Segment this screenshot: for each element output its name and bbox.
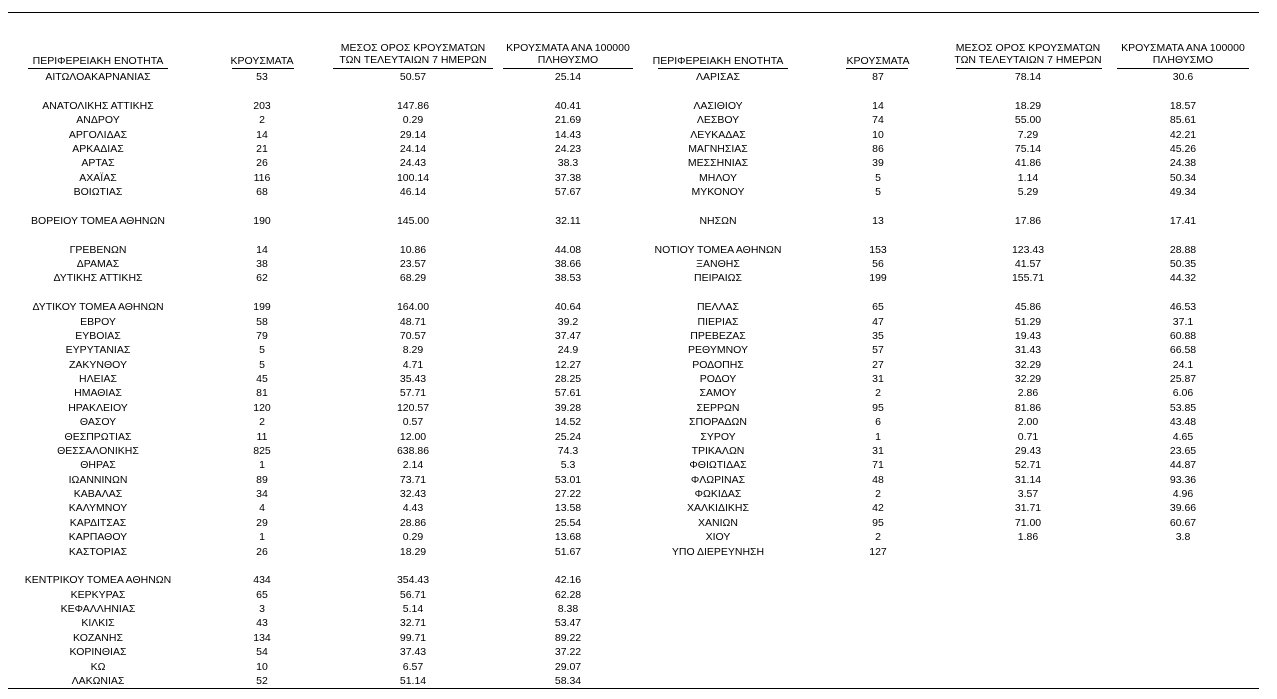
avg-7day-value: 0.71	[1017, 430, 1039, 443]
avg-7day-value: 31.43	[1014, 344, 1042, 357]
avg-7day-value: 41.86	[1014, 157, 1042, 170]
region-name: ΞΑΝΘΗΣ	[696, 257, 740, 270]
rate-per-100k-value: 38.3	[557, 157, 579, 170]
avg-7day-value: 120.57	[396, 401, 430, 414]
avg-7day-value: 155.71	[1011, 272, 1045, 285]
rate-per-100k-value: 85.61	[1169, 114, 1197, 127]
region-name: ΧΙΟΥ	[705, 531, 731, 544]
cases-value: 6	[875, 416, 881, 429]
rate-per-100k-value: 14.52	[554, 416, 582, 429]
rate-per-100k-value: 25.14	[554, 71, 582, 83]
cases-value: 39	[872, 157, 884, 170]
rate-per-100k-value: 25.24	[554, 430, 582, 443]
cases-value: 134	[253, 631, 271, 644]
header-underline	[846, 68, 908, 69]
region-name: ΕΒΡΟΥ	[80, 315, 116, 328]
rate-per-100k-value: 74.3	[557, 444, 579, 457]
avg-7day-value: 28.86	[399, 516, 427, 529]
rate-per-100k-value: 24.1	[1172, 358, 1194, 371]
avg-7day-value: 78.14	[1014, 71, 1042, 83]
avg-7day-value: 41.57	[1014, 257, 1042, 270]
header-rate-left	[493, 42, 643, 66]
rate-per-100k-value: 42.16	[554, 574, 582, 587]
avg-7day-value: 638.86	[396, 444, 430, 457]
cases-value: 48	[872, 473, 884, 486]
cases-value: 2	[259, 416, 265, 429]
rate-per-100k-value: 24.9	[557, 344, 579, 357]
cases-value: 1	[259, 531, 265, 544]
cases-value: 65	[256, 588, 268, 601]
region-name: ΜΕΣΣΗΝΙΑΣ	[687, 157, 749, 170]
cases-value: 53	[256, 71, 268, 83]
avg-7day-value: 123.43	[1011, 243, 1045, 256]
cases-value: 62	[256, 272, 268, 285]
header-cases-right: ΚΡΟΥΣΜΑΤΑ	[846, 55, 910, 67]
avg-7day-value: 7.29	[1017, 128, 1039, 141]
rate-per-100k-value: 8.38	[557, 603, 579, 616]
avg-7day-value: 31.71	[1014, 502, 1042, 515]
avg-7day-value: 2.00	[1017, 416, 1039, 429]
avg-7day-value: 70.57	[399, 329, 427, 342]
cases-value: 27	[872, 358, 884, 371]
cases-value: 434	[253, 574, 271, 587]
cases-value: 68	[256, 186, 268, 198]
region-name: ΜΑΓΝΗΣΙΑΣ	[688, 142, 748, 155]
rate-per-100k-value: 39.66	[1169, 502, 1197, 515]
avg-7day-value: 75.14	[1014, 142, 1042, 155]
region-name: ΣΥΡΟΥ	[700, 430, 736, 443]
header-avg-line1: ΜΕΣΟΣ ΟΡΟΣ ΚΡΟΥΣΜΑΤΩΝ	[955, 42, 1101, 54]
region-name: ΒΟΙΩΤΙΑΣ	[73, 186, 123, 198]
region-name: ΛΕΣΒΟΥ	[696, 114, 740, 127]
avg-7day-value: 71.00	[1014, 516, 1042, 529]
avg-7day-value: 354.43	[396, 574, 430, 587]
cases-value: 42	[872, 502, 884, 515]
header-avg-right	[943, 42, 1113, 66]
avg-7day-value: 51.14	[399, 675, 427, 687]
region-name: ΚΑΡΔΙΤΣΑΣ	[69, 516, 127, 529]
avg-7day-value: 2.14	[402, 459, 424, 472]
cases-value: 5	[875, 171, 881, 184]
cases-value: 5	[875, 186, 881, 198]
rate-per-100k-value: 43.48	[1169, 416, 1197, 429]
region-name: ΚΟΖΑΝΗΣ	[73, 631, 123, 644]
avg-7day-value: 73.71	[399, 473, 427, 486]
avg-7day-value: 52.71	[1014, 459, 1042, 472]
cases-value: 81	[256, 387, 268, 400]
region-name: ΝΗΣΩΝ	[699, 214, 737, 227]
rate-per-100k-value: 24.38	[1169, 157, 1197, 170]
cases-value: 57	[872, 344, 884, 357]
header-underline	[333, 68, 493, 69]
avg-7day-value: 17.86	[1014, 214, 1042, 227]
cases-value: 11	[256, 430, 268, 443]
region-name: ΚΟΡΙΝΘΙΑΣ	[69, 646, 127, 659]
cases-value: 95	[872, 516, 884, 529]
region-name: ΣΑΜΟΥ	[699, 387, 737, 400]
region-name: ΜΗΛΟΥ	[699, 171, 737, 184]
region-name: ΘΑΣΟΥ	[79, 416, 117, 429]
cases-value: 2	[875, 531, 881, 544]
cases-value: 203	[253, 99, 271, 112]
rate-per-100k-value: 45.26	[1169, 142, 1197, 155]
region-name: ΗΜΑΘΙΑΣ	[74, 387, 122, 400]
avg-7day-value: 35.43	[399, 373, 427, 385]
cases-value: 825	[253, 444, 271, 457]
cases-value: 14	[256, 243, 268, 256]
rate-per-100k-value: 30.6	[1172, 71, 1194, 83]
cases-value: 35	[872, 329, 884, 342]
rate-per-100k-value: 53.01	[554, 473, 582, 486]
rate-per-100k-value: 18.57	[1169, 99, 1197, 112]
rate-per-100k-value: 27.22	[554, 488, 582, 500]
rate-per-100k-value: 40.64	[554, 301, 582, 314]
region-name: ΓΡΕΒΕΝΩΝ	[69, 243, 127, 256]
avg-7day-value: 48.71	[399, 315, 427, 328]
cases-value: 120	[253, 401, 271, 414]
avg-7day-value: 56.71	[399, 588, 427, 601]
region-name: ΖΑΚΥΝΘΟΥ	[68, 358, 127, 371]
avg-7day-value: 18.29	[399, 545, 427, 558]
region-name: ΚΑΣΤΟΡΙΑΣ	[68, 545, 128, 558]
region-name: ΥΠΟ ΔΙΕΡΕΥΝΗΣΗ	[671, 545, 765, 558]
avg-7day-value: 0.29	[402, 531, 424, 544]
header-rate-line2: ΠΛΗΘΥΣΜΟ	[537, 54, 599, 66]
region-name: ΘΕΣΠΡΩΤΙΑΣ	[64, 430, 132, 443]
cases-value: 5	[259, 358, 265, 371]
rate-per-100k-value: 37.47	[554, 329, 582, 342]
region-name: ΔΡΑΜΑΣ	[76, 257, 120, 270]
cases-value: 74	[872, 114, 884, 127]
cases-value: 54	[256, 646, 268, 659]
rate-per-100k-value: 37.22	[554, 646, 582, 659]
region-name: ΚΩ	[90, 660, 106, 673]
region-name: ΚΑΡΠΑΘΟΥ	[68, 531, 128, 544]
avg-7day-value: 81.86	[1014, 401, 1042, 414]
avg-7day-value: 100.14	[396, 171, 430, 184]
avg-7day-value: 32.43	[399, 488, 427, 500]
region-name: ΑΡΤΑΣ	[81, 157, 115, 170]
header-avg-left	[328, 42, 498, 66]
region-name: ΠΙΕΡΙΑΣ	[697, 315, 739, 328]
rate-per-100k-value: 44.87	[1169, 459, 1197, 472]
rate-per-100k-value: 93.36	[1169, 473, 1197, 486]
avg-7day-value: 147.86	[396, 99, 430, 112]
header-cases-left: ΚΡΟΥΣΜΑΤΑ	[230, 55, 294, 67]
bottom-border-rule	[8, 688, 1259, 689]
cases-value: 199	[253, 301, 271, 314]
avg-7day-value: 29.43	[1014, 444, 1042, 457]
top-border-rule	[8, 12, 1259, 13]
avg-7day-value: 32.71	[399, 617, 427, 630]
cases-value: 26	[256, 157, 268, 170]
cases-value: 31	[872, 444, 884, 457]
region-name: ΧΑΛΚΙΔΙΚΗΣ	[687, 502, 749, 515]
rate-per-100k-value: 38.66	[554, 257, 582, 270]
cases-value: 89	[256, 473, 268, 486]
avg-7day-value: 57.71	[399, 387, 427, 400]
header-underline	[658, 68, 788, 69]
region-name: ΘΕΣΣΑΛΟΝΙΚΗΣ	[57, 444, 139, 457]
region-name: ΚΑΒΑΛΑΣ	[73, 488, 123, 500]
rate-per-100k-value: 44.32	[1169, 272, 1197, 285]
rate-per-100k-value: 44.08	[554, 243, 582, 256]
cases-value: 153	[869, 243, 887, 256]
rate-per-100k-value: 53.47	[554, 617, 582, 630]
avg-7day-value: 50.57	[399, 71, 427, 83]
header-underline	[956, 68, 1102, 69]
rate-per-100k-value: 62.28	[554, 588, 582, 601]
rate-per-100k-value: 37.38	[554, 171, 582, 184]
rate-per-100k-value: 37.1	[1172, 315, 1194, 328]
avg-7day-value: 10.86	[399, 243, 427, 256]
cases-value: 14	[256, 128, 268, 141]
region-name: ΚΕΝΤΡΙΚΟΥ ΤΟΜΕΑ ΑΘΗΝΩΝ	[24, 574, 172, 587]
header-rate-line1: ΚΡΟΥΣΜΑΤΑ ΑΝΑ 100000	[1121, 42, 1245, 54]
cases-value: 190	[253, 214, 271, 227]
region-name: ΠΕΛΛΑΣ	[696, 301, 740, 314]
region-name: ΛΑΡΙΣΑΣ	[696, 71, 740, 83]
avg-7day-value: 32.29	[1014, 358, 1042, 371]
rate-per-100k-value: 29.07	[554, 660, 582, 673]
cases-value: 52	[256, 675, 268, 687]
cases-value: 71	[872, 459, 884, 472]
header-underline	[1117, 68, 1249, 69]
region-name: ΑΡΚΑΔΙΑΣ	[72, 142, 124, 155]
avg-7day-value: 68.29	[399, 272, 427, 285]
header-rate-line1: ΚΡΟΥΣΜΑΤΑ ΑΝΑ 100000	[506, 42, 630, 54]
region-name: ΚΑΛΥΜΝΟΥ	[68, 502, 128, 515]
cases-value: 34	[256, 488, 268, 500]
rate-per-100k-value: 40.41	[554, 99, 582, 112]
region-name: ΚΕΦΑΛΛΗΝΙΑΣ	[60, 603, 136, 616]
avg-7day-value: 24.43	[399, 157, 427, 170]
region-name: ΦΩΚΙΔΑΣ	[694, 488, 742, 500]
region-name: ΗΛΕΙΑΣ	[78, 373, 117, 385]
header-region-right: ΠΕΡΙΦΕΡΕΙΑΚΗ ΕΝΟΤΗΤΑ	[652, 55, 784, 67]
avg-7day-value: 4.71	[402, 358, 424, 371]
cases-value: 10	[256, 660, 268, 673]
rate-per-100k-value: 49.34	[1169, 186, 1197, 198]
avg-7day-value: 51.29	[1014, 315, 1042, 328]
header-avg-line2: ΤΩΝ ΤΕΛΕΥΤΑΙΩΝ 7 ΗΜΕΡΩΝ	[954, 54, 1102, 66]
cases-value: 26	[256, 545, 268, 558]
rate-per-100k-value: 4.65	[1172, 430, 1194, 443]
cases-value: 47	[872, 315, 884, 328]
avg-7day-value: 99.71	[399, 631, 427, 644]
rate-per-100k-value: 13.58	[554, 502, 582, 515]
avg-7day-value: 6.57	[402, 660, 424, 673]
region-name: ΡΟΔΟΥ	[699, 373, 737, 385]
avg-7day-value: 31.14	[1014, 473, 1042, 486]
cases-value: 86	[872, 142, 884, 155]
rate-per-100k-value: 4.96	[1172, 488, 1194, 500]
avg-7day-value: 23.57	[399, 257, 427, 270]
region-name: ΒΟΡΕΙΟΥ ΤΟΜΕΑ ΑΘΗΝΩΝ	[31, 214, 165, 227]
avg-7day-value: 45.86	[1014, 301, 1042, 314]
header-avg-line2: ΤΩΝ ΤΕΛΕΥΤΑΙΩΝ 7 ΗΜΕΡΩΝ	[339, 54, 487, 66]
rate-per-100k-value: 53.85	[1169, 401, 1197, 414]
region-name: ΑΝΑΤΟΛΙΚΗΣ ΑΤΤΙΚΗΣ	[42, 99, 154, 112]
avg-7day-value: 5.14	[402, 603, 424, 616]
header-rate-right	[1108, 42, 1258, 66]
cases-value: 199	[869, 272, 887, 285]
cases-value: 58	[256, 315, 268, 328]
region-name: ΚΕΡΚΥΡΑΣ	[70, 588, 126, 601]
avg-7day-value: 0.29	[402, 114, 424, 127]
rate-per-100k-value: 39.28	[554, 401, 582, 414]
cases-value: 2	[875, 387, 881, 400]
avg-7day-value: 18.29	[1014, 99, 1042, 112]
rate-per-100k-value: 23.65	[1169, 444, 1197, 457]
avg-7day-value: 2.86	[1017, 387, 1039, 400]
cases-value: 127	[869, 545, 887, 558]
cases-value: 95	[872, 401, 884, 414]
region-name: ΑΧΑΪΑΣ	[79, 171, 117, 184]
cases-value: 1	[875, 430, 881, 443]
region-name: ΝΟΤΙΟΥ ΤΟΜΕΑ ΑΘΗΝΩΝ	[654, 243, 782, 256]
rate-per-100k-value: 24.23	[554, 142, 582, 155]
rate-per-100k-value: 42.21	[1169, 128, 1197, 141]
rate-per-100k-value: 66.58	[1169, 344, 1197, 357]
rate-per-100k-value: 39.2	[557, 315, 579, 328]
cases-value: 79	[256, 329, 268, 342]
rate-per-100k-value: 57.61	[554, 387, 582, 400]
rate-per-100k-value: 3.8	[1175, 531, 1191, 544]
rate-per-100k-value: 38.53	[554, 272, 582, 285]
cases-value: 3	[259, 603, 265, 616]
cases-value: 13	[872, 214, 884, 227]
header-rate-line2: ΠΛΗΘΥΣΜΟ	[1152, 54, 1214, 66]
region-name: ΠΕΙΡΑΙΩΣ	[694, 272, 742, 285]
avg-7day-value: 8.29	[402, 344, 424, 357]
avg-7day-value: 5.29	[1017, 186, 1039, 198]
region-name: ΛΑΣΙΘΙΟΥ	[693, 99, 743, 112]
rate-per-100k-value: 57.67	[554, 186, 582, 198]
rate-per-100k-value: 14.43	[554, 128, 582, 141]
region-name: ΧΑΝΙΩΝ	[698, 516, 738, 529]
rate-per-100k-value: 6.06	[1172, 387, 1194, 400]
cases-value: 43	[256, 617, 268, 630]
region-name: ΔΥΤΙΚΟΥ ΤΟΜΕΑ ΑΘΗΝΩΝ	[32, 301, 164, 314]
avg-7day-value: 3.57	[1017, 488, 1039, 500]
rate-per-100k-value: 89.22	[554, 631, 582, 644]
cases-value: 5	[259, 344, 265, 357]
cases-value: 65	[872, 301, 884, 314]
rate-per-100k-value: 28.25	[554, 373, 582, 385]
avg-7day-value: 12.00	[399, 430, 427, 443]
rate-per-100k-value: 28.88	[1169, 243, 1197, 256]
rate-per-100k-value: 51.67	[554, 545, 582, 558]
region-name: ΣΠΟΡΑΔΩΝ	[689, 416, 747, 429]
region-name: ΑΙΤΩΛΟΑΚΑΡΝΑΝΙΑΣ	[45, 71, 151, 83]
rate-per-100k-value: 21.69	[554, 114, 582, 127]
rate-per-100k-value: 12.27	[554, 358, 582, 371]
cases-value: 4	[259, 502, 265, 515]
region-name: ΦΘΙΩΤΙΔΑΣ	[689, 459, 747, 472]
rate-per-100k-value: 50.34	[1169, 171, 1197, 184]
region-name: ΤΡΙΚΑΛΩΝ	[691, 444, 745, 457]
cases-value: 38	[256, 257, 268, 270]
region-name: ΣΕΡΡΩΝ	[696, 401, 740, 414]
rate-per-100k-value: 50.35	[1169, 257, 1197, 270]
region-name: ΛΑΚΩΝΙΑΣ	[71, 675, 125, 687]
cases-value: 31	[872, 373, 884, 385]
region-name: ΠΡΕΒΕΖΑΣ	[690, 329, 746, 342]
region-name: ΦΛΩΡΙΝΑΣ	[690, 473, 746, 486]
header-underline	[28, 68, 168, 69]
avg-7day-value: 37.43	[399, 646, 427, 659]
avg-7day-value: 145.00	[396, 214, 430, 227]
rate-per-100k-value: 60.67	[1169, 516, 1197, 529]
region-name: ΕΥΡΥΤΑΝΙΑΣ	[65, 344, 131, 357]
avg-7day-value: 29.14	[399, 128, 427, 141]
cases-value: 45	[256, 373, 268, 385]
rate-per-100k-value: 13.68	[554, 531, 582, 544]
avg-7day-value: 1.86	[1017, 531, 1039, 544]
rate-per-100k-value: 32.11	[555, 214, 581, 227]
cases-value: 1	[259, 459, 265, 472]
rate-per-100k-value: 5.3	[560, 459, 576, 472]
rate-per-100k-value: 60.88	[1169, 329, 1197, 342]
avg-7day-value: 46.14	[399, 186, 427, 198]
region-name: ΔΥΤΙΚΗΣ ΑΤΤΙΚΗΣ	[53, 272, 143, 285]
header-underline	[232, 68, 294, 69]
region-name: ΑΡΓΟΛΙΔΑΣ	[68, 128, 128, 141]
region-name: ΡΟΔΟΠΗΣ	[692, 358, 744, 371]
region-name: ΘΗΡΑΣ	[80, 459, 116, 472]
cases-value: 2	[259, 114, 265, 127]
header-underline	[503, 68, 633, 69]
avg-7day-value: 32.29	[1014, 373, 1042, 385]
avg-7day-value: 4.43	[402, 502, 424, 515]
cases-value: 29	[256, 516, 268, 529]
header-avg-line1: ΜΕΣΟΣ ΟΡΟΣ ΚΡΟΥΣΜΑΤΩΝ	[340, 42, 486, 54]
avg-7day-value: 0.57	[402, 416, 424, 429]
region-name: ΕΥΒΟΙΑΣ	[75, 329, 121, 342]
cases-value: 116	[253, 171, 271, 184]
avg-7day-value: 164.00	[396, 301, 430, 314]
region-name: ΛΕΥΚΑΔΑΣ	[690, 128, 746, 141]
region-name: ΜΥΚΟΝΟΥ	[691, 186, 745, 198]
cases-value: 14	[872, 99, 884, 112]
region-name: ΙΩΑΝΝΙΝΩΝ	[68, 473, 128, 486]
avg-7day-value: 19.43	[1014, 329, 1042, 342]
region-name: ΑΝΔΡΟΥ	[76, 114, 120, 127]
rate-per-100k-value: 46.53	[1169, 301, 1197, 314]
region-name: ΚΙΛΚΙΣ	[81, 617, 115, 630]
rate-per-100k-value: 17.41	[1169, 214, 1197, 227]
avg-7day-value: 24.14	[399, 142, 427, 155]
avg-7day-value: 55.00	[1014, 114, 1042, 127]
header-region-left: ΠΕΡΙΦΕΡΕΙΑΚΗ ΕΝΟΤΗΤΑ	[32, 55, 164, 67]
cases-value: 87	[872, 71, 884, 83]
cases-value: 10	[872, 128, 884, 141]
rate-per-100k-value: 25.87	[1169, 373, 1197, 385]
region-name: ΗΡΑΚΛΕΙΟΥ	[68, 401, 128, 414]
cases-value: 2	[875, 488, 881, 500]
region-name: ΡΕΘΥΜΝΟΥ	[687, 344, 748, 357]
cases-value: 56	[872, 257, 884, 270]
cases-value: 21	[256, 142, 268, 155]
rate-per-100k-value: 25.54	[554, 516, 582, 529]
avg-7day-value: 1.14	[1017, 171, 1039, 184]
rate-per-100k-value: 58.34	[554, 675, 582, 687]
